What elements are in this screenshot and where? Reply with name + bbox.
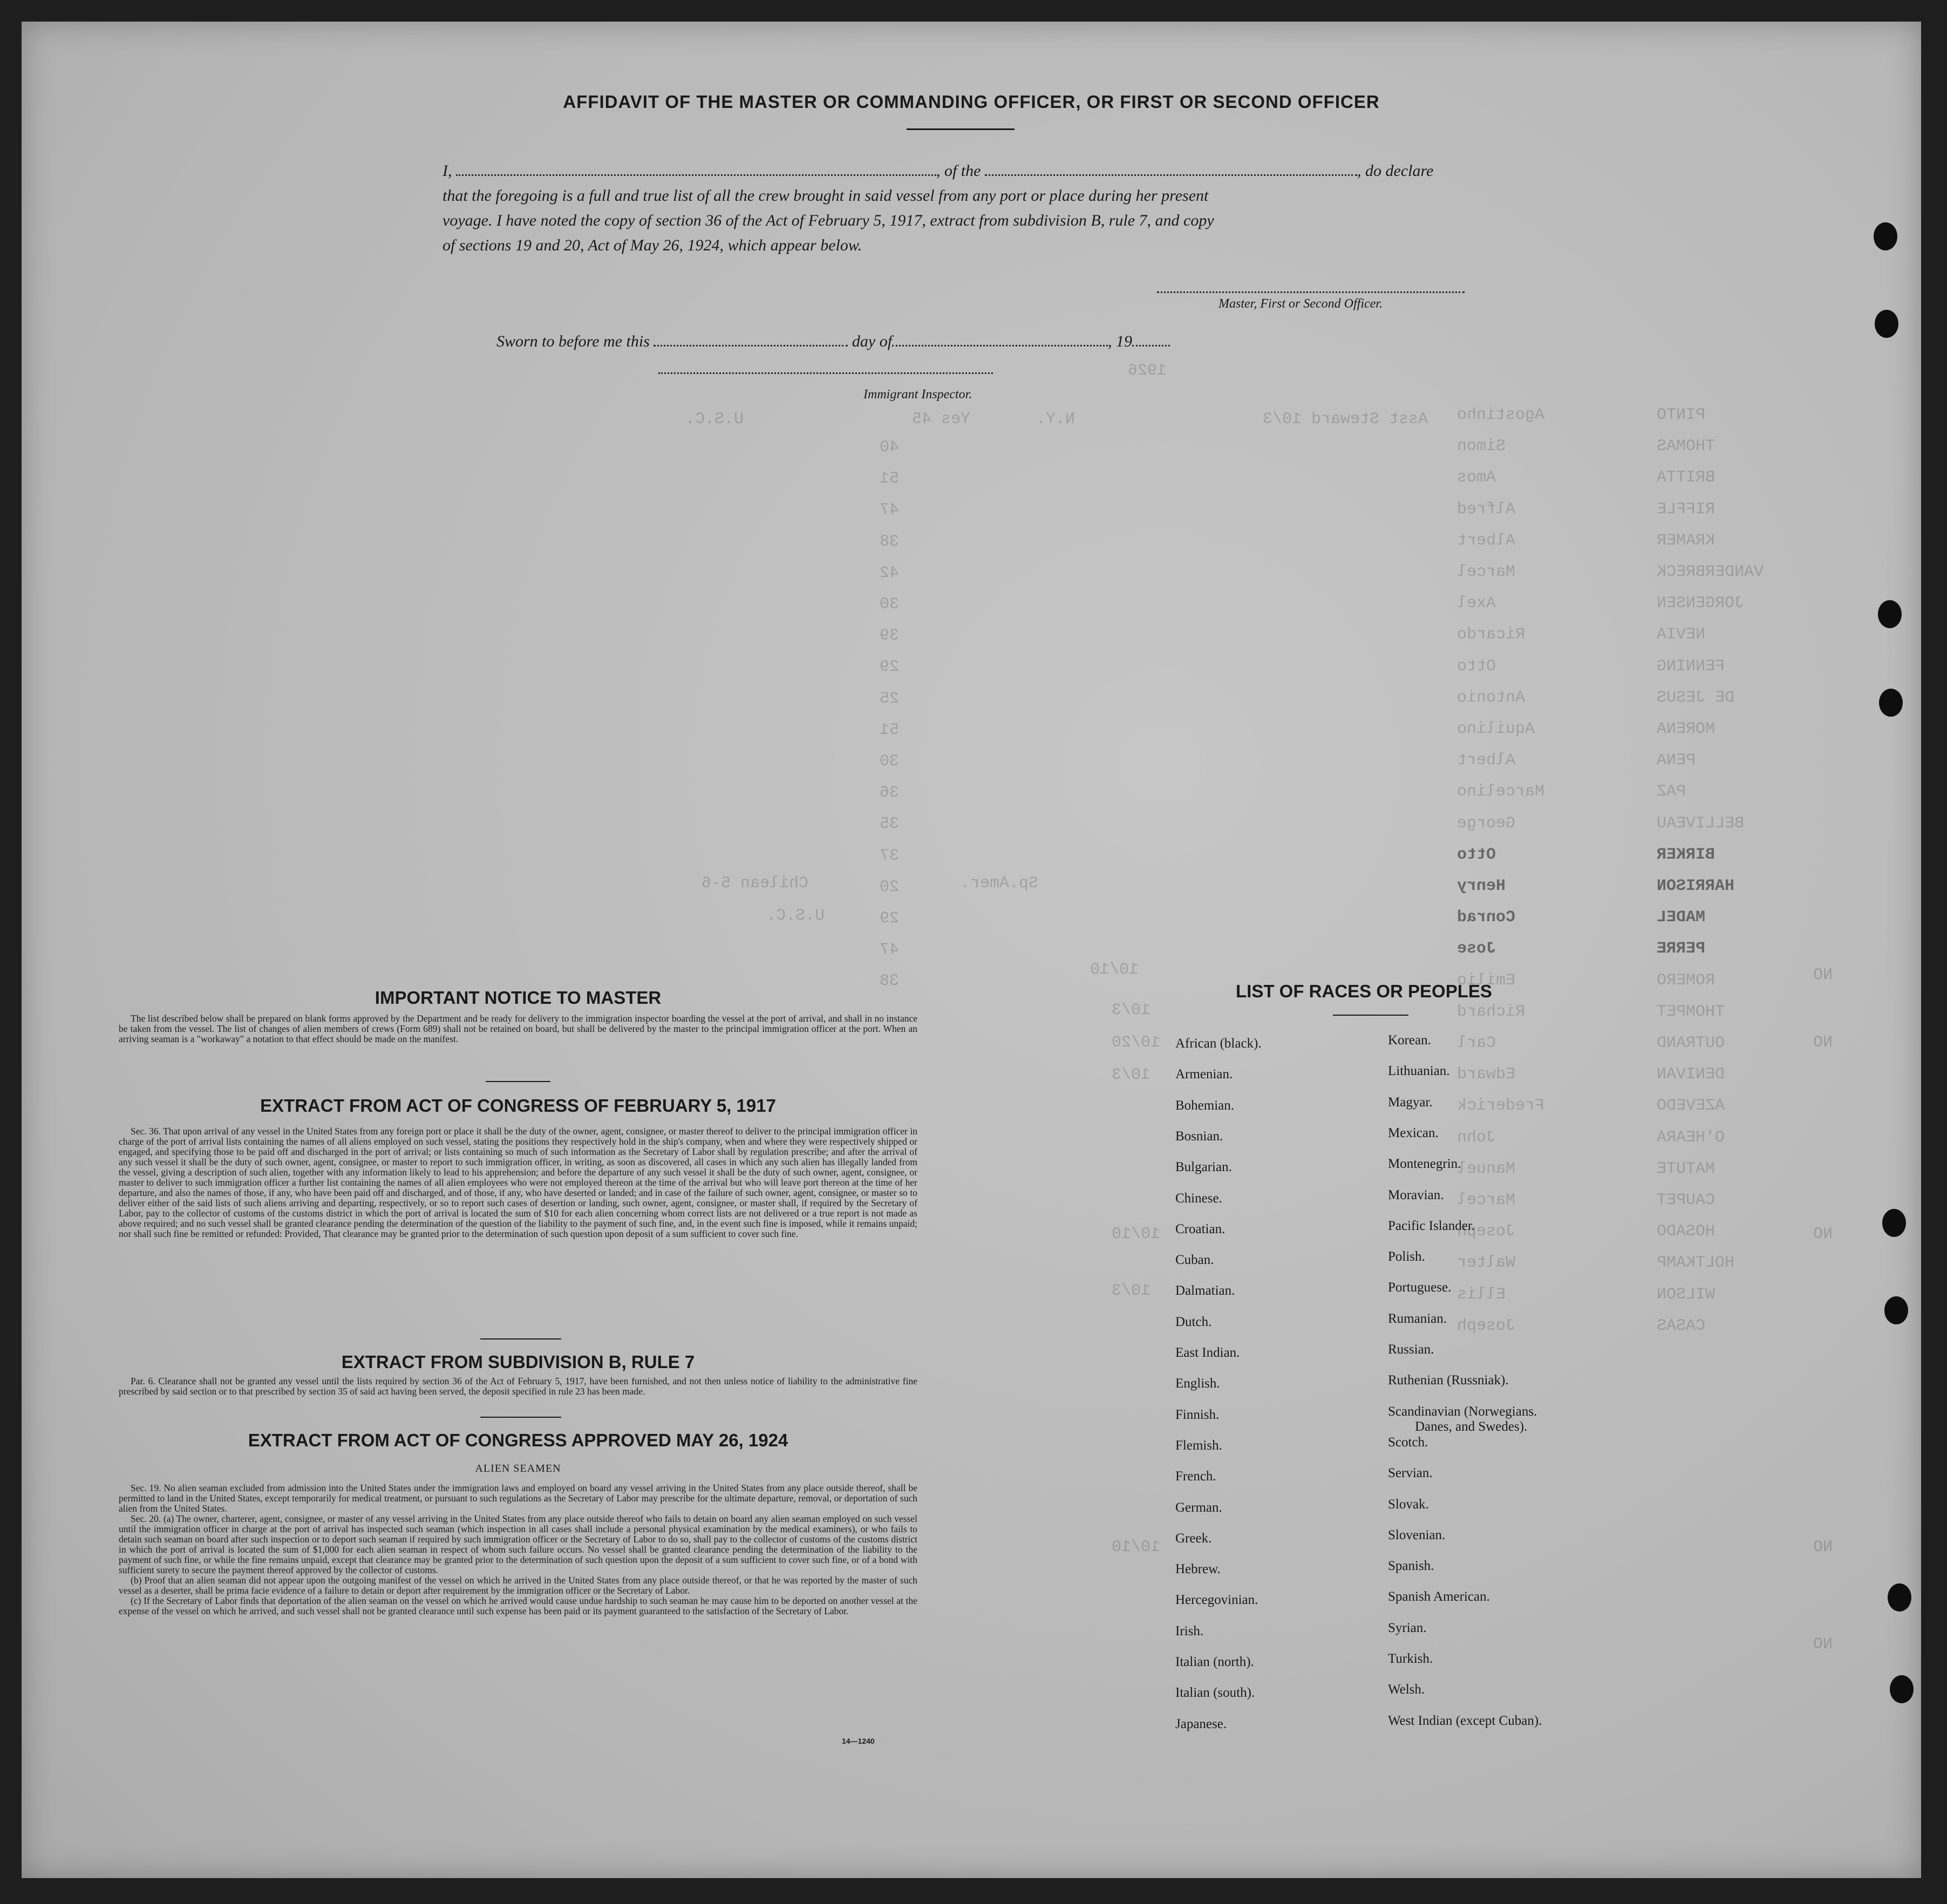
bleed-text: Asst Steward 10/3 <box>1263 410 1428 429</box>
affidavit-line-4: of sections 19 and 20, Act of May 26, 1924, which appear below. <box>443 236 862 254</box>
bleed-surname: DENIVAN <box>1657 1065 1725 1084</box>
bleed-age: 35 <box>880 815 900 834</box>
bleed-age: 25 <box>880 689 900 708</box>
bleed-surname: BRITTA <box>1657 468 1715 487</box>
bleed-text: 10/3 <box>1112 1066 1151 1084</box>
race-item: Hercegovinian. <box>1175 1593 1258 1608</box>
race-item: Lithuanian. <box>1388 1064 1450 1079</box>
race-item: Armenian. <box>1175 1067 1233 1082</box>
bleed-surname: PAZ <box>1657 783 1686 801</box>
race-item: Slovak. <box>1388 1497 1429 1512</box>
bleed-age: 29 <box>880 909 900 928</box>
bleed-age: 40 <box>880 438 900 457</box>
race-item: Bulgarian. <box>1175 1160 1232 1175</box>
divider <box>480 1417 561 1418</box>
bleed-surname: MORENA <box>1657 720 1715 738</box>
bleed-age: 38 <box>880 972 900 991</box>
sec20b-text: (b) Proof that an alien seaman did not appear upon the outgoing manifest of the vessel on which he arrived in the United States from any place outside thereof, or that he was reported by the master of such vessel as a deserter, shall be prima facie evidence of a failure to detain or deport after requirement by the immigration officer or the Secretary of Labor. <box>119 1575 917 1596</box>
race-item: Spanish American. <box>1388 1589 1490 1604</box>
race-item: Greek. <box>1175 1531 1212 1546</box>
race-item-continuation: Danes, and Swedes). <box>1415 1419 1528 1434</box>
bleed-surname: KRAMER <box>1657 531 1715 550</box>
bleed-surname: CASAS <box>1657 1316 1706 1335</box>
race-item: Italian (north). <box>1175 1655 1254 1669</box>
sworn-line <box>496 329 1170 354</box>
extract-1924-body <box>119 1483 917 1616</box>
sworn-label: Sworn to before me this <box>496 332 650 350</box>
bleed-surname: FENNING <box>1657 657 1725 676</box>
bleed-text: NO <box>1813 1635 1833 1654</box>
bleed-surname: NEVIA <box>1657 625 1706 644</box>
bleed-given-name: Otto <box>1457 657 1496 676</box>
bleed-given-name: Simon <box>1457 437 1506 456</box>
bleed-text: 10/10 <box>1112 1225 1161 1243</box>
bleed-surname: DE JESUS <box>1657 688 1735 707</box>
i-label: I, <box>443 162 452 180</box>
bleed-text: 10/3 <box>1112 1282 1151 1300</box>
race-item: Italian (south). <box>1175 1685 1255 1701</box>
race-item: Flemish. <box>1175 1438 1222 1453</box>
bleed-given-name: Aquilino <box>1457 720 1535 738</box>
binder-hole <box>1884 1296 1908 1324</box>
bleed-given-name: Agostinho <box>1457 406 1545 424</box>
bleed-age: 47 <box>880 941 900 960</box>
bleed-given-name: Marcel <box>1457 1191 1516 1209</box>
bleed-text: U.S.C. <box>685 410 744 429</box>
bleed-given-name: Manuel <box>1457 1159 1516 1178</box>
race-item: Welsh. <box>1388 1682 1425 1697</box>
race-item: African (black). <box>1175 1036 1262 1051</box>
bleed-given-name: Jose <box>1457 940 1496 958</box>
race-item: Spanish. <box>1388 1559 1434 1574</box>
bleed-text: 10/10 <box>1112 1538 1161 1556</box>
race-item: Irish. <box>1175 1623 1204 1638</box>
race-item: Dutch. <box>1175 1314 1212 1329</box>
day-of-label: day of <box>852 332 893 350</box>
bleed-text: 10/20 <box>1112 1033 1161 1052</box>
sec20a-text: Sec. 20. (a) The owner, charterer, agent, consignee, or master of any vessel arriving in the United States from any place outside thereof who fails to detain on board any alien seaman employed on such vessel until the immigration officer in charge at the port of arrival has inspected such seaman (which inspection in all cases shall include a personal physical examination by the medical examiners), or who fails to detain such seaman on board after such inspection or to deport such seaman if required by such immigration officer or the Secretary of Labor to do so, shall pay to the collector of customs of the customs district in which the port of arrival is located the sum of $1,000 for each alien seaman in respect of whom such failure occurs. No vessel shall be granted clearance pending the determination of the liability to the payment of such fine, or while the fine remains unpaid, except that clearance may be granted prior to the determination of such question upon the deposit of a sum sufficient to cover such fine, or of a bond with sufficient surety to secure the payment thereof approved by the collector of customs. <box>119 1513 917 1575</box>
race-item: Japanese. <box>1175 1716 1227 1731</box>
signature-caption: Master, First or Second Officer. <box>1218 297 1383 311</box>
sworn-year-blank[interactable] <box>1132 331 1170 346</box>
bleed-surname: MADEL <box>1657 908 1706 927</box>
bleed-text: NO <box>1813 1033 1833 1052</box>
bleed-given-name: Marcel <box>1457 563 1516 581</box>
bleed-given-name: Amos <box>1457 468 1496 487</box>
form-number: 14—1240 <box>842 1737 875 1745</box>
bleed-surname: OUTRAND <box>1657 1034 1725 1052</box>
race-item: Rumanian. <box>1388 1311 1447 1326</box>
race-item: French. <box>1175 1469 1216 1484</box>
binder-hole <box>1890 1675 1914 1703</box>
race-item: Russian. <box>1388 1342 1434 1357</box>
bleed-given-name: Ricardo <box>1457 625 1526 644</box>
do-declare-label: , do declare <box>1357 162 1434 180</box>
race-item: Servian. <box>1388 1466 1433 1481</box>
bleed-surname: JORGENSEN <box>1657 594 1745 613</box>
bleed-given-name: Albert <box>1457 751 1516 770</box>
affidavit-line-3: voyage. I have noted the copy of section 36 of the Act of February 5, 1917, extract from subdivision B, rule 7, and copy <box>443 212 1214 229</box>
vessel-blank[interactable] <box>985 160 1357 176</box>
divider <box>480 1338 561 1339</box>
bleed-surname: PINTO <box>1657 406 1706 424</box>
bleed-surname: PENA <box>1657 751 1696 770</box>
bleed-surname: VANDERBRECK <box>1657 563 1764 581</box>
bleed-text: Chilean 5-6 <box>702 874 809 893</box>
bleed-given-name: Walter <box>1457 1254 1516 1273</box>
bleed-age: 47 <box>880 501 900 520</box>
sec19-text: Sec. 19. No alien seaman excluded from admission into the United States under the immigration laws and employed on board any vessel arriving in the United States from any place outside thereof, shall be permitted to land in the United States, except temporarily for medical treatment, or pursuant to such regulations as the Secretary of Labor may prescribe for the ultimate departure, removal, or deportation of such alien from the United States. <box>119 1483 917 1514</box>
bleed-age: 51 <box>880 470 900 488</box>
bleed-given-name: Edward <box>1457 1065 1516 1084</box>
binder-hole <box>1888 1583 1911 1611</box>
bleed-age: 42 <box>880 563 900 582</box>
bleed-text: 10/10 <box>1090 961 1139 979</box>
bleed-given-name: Frederick <box>1457 1097 1545 1116</box>
race-item: Moravian. <box>1388 1187 1444 1202</box>
bleed-text: NO <box>1813 966 1833 984</box>
sworn-month-blank[interactable] <box>892 331 1108 346</box>
race-item: Magyar. <box>1388 1094 1433 1110</box>
divider <box>1333 1015 1408 1016</box>
race-item: Ruthenian (Russniak). <box>1388 1373 1509 1388</box>
bleed-given-name: Emilio <box>1457 971 1516 990</box>
bleed-age: 30 <box>880 752 900 771</box>
bleed-given-name: John <box>1457 1128 1496 1147</box>
bleed-text: Yes 45 <box>912 410 971 429</box>
of-the-label: , of the <box>936 162 981 180</box>
race-item: Mexican. <box>1388 1125 1439 1140</box>
race-item: Polish. <box>1388 1249 1425 1264</box>
bleed-given-name: Conrad <box>1457 908 1516 927</box>
binder-hole <box>1875 310 1898 338</box>
extract-1924-subtitle: ALIEN SEAMEN <box>475 1463 561 1474</box>
sec20c-text: (c) If the Secretary of Labor finds that deportation of the alien seaman on the vessel on which he arrived would cause undue hardship to such seaman he may cause him to be deported on another vessel at the expense of the vessel on which he arrived, and such vessel shall not be granted clearance until such expense has been paid or its payment guaranteed to the satisfaction of the Secretary of Labor. <box>119 1595 917 1616</box>
binder-hole <box>1878 600 1902 628</box>
title-underline <box>907 128 1015 130</box>
bleed-surname: CAUPET <box>1657 1191 1715 1209</box>
bleed-surname: BIRKER <box>1657 845 1715 864</box>
bleed-age: 36 <box>880 784 900 803</box>
bleed-given-name: Marcelino <box>1457 783 1545 801</box>
binder-hole <box>1879 689 1903 717</box>
race-item: German. <box>1175 1500 1222 1515</box>
race-item: Syrian. <box>1388 1620 1427 1635</box>
bleed-text: 10/3 <box>1112 1001 1151 1019</box>
bleed-surname: BELLIVEAU <box>1657 814 1745 833</box>
bleed-age: 51 <box>880 720 900 739</box>
race-item: Dalmatian. <box>1175 1283 1235 1298</box>
bleed-given-name: Carl <box>1457 1034 1496 1052</box>
bleed-surname: PERRE <box>1657 940 1706 958</box>
bleed-text: NO <box>1813 1538 1833 1556</box>
inspector-caption: Immigrant Inspector. <box>863 387 972 402</box>
bleed-age: 37 <box>880 846 900 865</box>
bleed-text: N.Y. <box>1036 410 1075 429</box>
bleed-surname: RIFFLE <box>1657 500 1715 519</box>
bleed-text: U.S.C. <box>766 907 825 925</box>
bleed-given-name: Axel <box>1457 594 1496 613</box>
divider <box>486 1081 550 1082</box>
bleed-surname: THOMAS <box>1657 437 1715 456</box>
extract-1924-title: EXTRACT FROM ACT OF CONGRESS APPROVED MAY 26, 1924 <box>248 1430 788 1450</box>
bleed-age: 29 <box>880 658 900 677</box>
signature-line[interactable] <box>1157 291 1465 293</box>
bleed-given-name: Joseph <box>1457 1316 1516 1335</box>
bleed-given-name: Otto <box>1457 845 1496 864</box>
bleed-surname: MATUTE <box>1657 1159 1715 1178</box>
race-item: Bohemian. <box>1175 1098 1235 1113</box>
race-item: Slovenian. <box>1388 1527 1446 1542</box>
extract-1917-title: EXTRACT FROM ACT OF CONGRESS OF FEBRUARY 5, 1917 <box>260 1096 776 1116</box>
race-item: Hebrew. <box>1175 1562 1221 1577</box>
extract-rule7-title: EXTRACT FROM SUBDIVISION B, RULE 7 <box>341 1352 695 1372</box>
bleed-given-name: Alfred <box>1457 500 1516 519</box>
affidavit-title: AFFIDAVIT OF THE MASTER OR COMMANDING OFFICER, OR FIRST OR SECOND OFFICER <box>563 92 1380 112</box>
race-item: Bosnian. <box>1175 1128 1223 1144</box>
race-item: Finnish. <box>1175 1407 1220 1422</box>
bleed-given-name: Ellis <box>1457 1285 1506 1304</box>
bleed-age: 20 <box>880 878 900 896</box>
race-item: West Indian (except Cuban). <box>1388 1713 1542 1728</box>
bleed-given-name: Richard <box>1457 1002 1526 1021</box>
bleed-text: Sp.Amer. <box>961 874 1039 893</box>
bleed-surname: HOLTKAMP <box>1657 1254 1735 1273</box>
bleed-surname: O'HEARA <box>1657 1128 1725 1147</box>
affidavit-line-1 <box>443 159 1543 183</box>
binder-hole <box>1882 1209 1906 1237</box>
bleed-surname: WILSON <box>1657 1285 1715 1304</box>
extract-rule7-body: Par. 6. Clearance shall not be granted any vessel until the lists required by section 36 of the Act of February 5, 1917, have been furnished, and not then unless notice of liability to the administrative fine prescribed by said section or to that prescribed by section 35 of said act having been served, the deposit specified in rule 23 has been made. <box>119 1376 917 1397</box>
bleed-text: NO <box>1813 1225 1833 1243</box>
bleed-surname: HARRISON <box>1657 877 1735 895</box>
race-item: Montenegrin. <box>1388 1157 1461 1172</box>
name-blank[interactable] <box>456 160 936 176</box>
binder-hole <box>1874 222 1897 250</box>
bleed-given-name: Henry <box>1457 877 1506 895</box>
affidavit-line-2: that the foregoing is a full and true list of all the crew brought in said vessel from any port or place during her present <box>443 187 1209 205</box>
bleed-given-name: Antonio <box>1457 688 1526 707</box>
bleed-surname: THOMPET <box>1657 1002 1725 1021</box>
document-page <box>22 22 1921 1878</box>
races-title: LIST OF RACES OR PEOPLES <box>1236 981 1492 1001</box>
bleed-surname: AZEVEDO <box>1657 1097 1725 1116</box>
race-item: Pacific Islander. <box>1388 1218 1475 1233</box>
bleed-text: 1926 <box>1128 362 1167 380</box>
notice-title: IMPORTANT NOTICE TO MASTER <box>375 988 662 1008</box>
race-item: Chinese. <box>1175 1191 1222 1206</box>
race-item: Turkish. <box>1388 1651 1433 1666</box>
sworn-day-blank[interactable] <box>653 331 848 346</box>
extract-1917-body: Sec. 36. That upon arrival of any vessel in the United States from any foreign port or place it shall be the duty of the owner, agent, consignee, or master thereof to deliver to the principal immigration officer in charge of the port of arrival lists containing the names of all aliens employed on such vessel, stating the positions they respectively hold in the ship's company, when and where they were respectively shipped or engaged, and specifying those to be paid off and discharged in the port of arrival; or lists containing so much of such information as the Secretary of Labor shall by regulation prescribe; and after the arrival of any such vessel it shall be the duty of such owner, agent, consignee, or master to report to such immigration officer, in writing, as soon as discovered, all cases in which any such alien has illegally landed from the vessel, giving a description of such alien, together with any information likely to lead to his apprehension; and before the departure of any such vessel it shall be the duty of such owner, agent, consignee, or master to deliver to such immigration officer a further list containing the names of all alien employees who were not employed thereon at the time of the arrival but who will leave port thereon at the time of her departure, and also the names of those, if any, who have been paid off and discharged, and of those, if any, who have deserted or landed; and in case of the failure of such owner, agent, consignee, or master so to deliver either of the said lists of such aliens arriving and departing, respectively, or so to report such cases of desertion or landing, such owner, agent, consignee, or master shall, if required by the Secretary of Labor, pay to the collector of customs of the customs district in which the port of arrival is located the sum of $10 for each alien concerning whom correct lists are not delivered or a true report is not made as above required; and no such vessel shall be granted clearance pending the determination of the question of the liability to the payment of such fine, and, in the event such fine is imposed, while it remains unpaid; nor shall such fine be remitted or refunded: Provided, That clearance may be granted prior to the determination of such question upon deposit of a sum sufficient to cover such fine. <box>119 1126 917 1239</box>
bleed-given-name: Albert <box>1457 531 1516 550</box>
race-item: Korean. <box>1388 1033 1431 1048</box>
notice-body: The list described below shall be prepared on blank forms approved by the Department and be ready for delivery to the immigration inspector boarding the vessel at the port of arrival, and shall in no instance be taken from the vessel. The list of changes of alien members of crews (Form 689) shall not be retained on board, but shall be delivered by the master to the principal immigration officer at the port. When an arriving seaman is a "workaway" a notation to that effect should be made on the manifest. <box>119 1013 917 1044</box>
race-item: Croatian. <box>1175 1221 1226 1236</box>
race-item: Cuban. <box>1175 1253 1214 1268</box>
bleed-given-name: Joseph <box>1457 1222 1516 1241</box>
bleed-age: 38 <box>880 532 900 551</box>
bleed-surname: HOSADO <box>1657 1222 1715 1241</box>
race-item: Portuguese. <box>1388 1280 1452 1295</box>
race-item: English. <box>1175 1376 1220 1391</box>
race-item: Scotch. <box>1388 1434 1428 1450</box>
inspector-signature-line[interactable] <box>658 372 993 374</box>
race-item: East Indian. <box>1175 1345 1240 1360</box>
bleed-age: 30 <box>880 595 900 614</box>
bleed-age: 39 <box>880 627 900 645</box>
race-item: Scandinavian (Norwegians. <box>1388 1404 1537 1419</box>
bleed-surname: ROMERO <box>1657 971 1715 990</box>
year-label: , 19 <box>1108 332 1133 350</box>
bleed-given-name: George <box>1457 814 1516 833</box>
